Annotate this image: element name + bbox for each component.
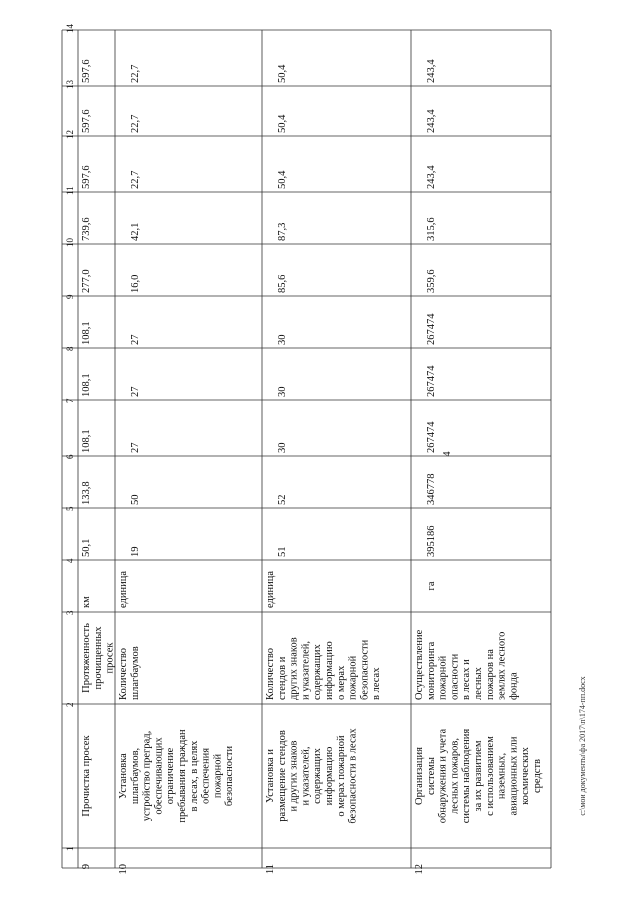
row-value: 19 — [130, 546, 141, 557]
row-indicator-line: о мерах — [335, 665, 347, 700]
row-value: 16,0 — [130, 274, 141, 293]
row-name-line: содержащих — [312, 748, 324, 804]
row-value: 267474 — [426, 313, 437, 345]
column-number: 3 — [65, 610, 75, 615]
row-name-line: о мерах пожарной — [335, 735, 347, 817]
row-name-line: Установка — [118, 753, 129, 799]
row-name-line: размещение стендов — [276, 730, 288, 822]
row-indicator-line: фонда — [508, 672, 520, 700]
row-value: 30 — [277, 386, 288, 397]
row-value: 243,4 — [426, 165, 437, 189]
row-name-line: ограничение — [165, 747, 177, 805]
row-indicator-line: в лесах и — [461, 659, 473, 700]
row-value: 50,4 — [277, 170, 288, 189]
row-number: 12 — [414, 864, 425, 875]
row-value: 739,6 — [81, 217, 92, 241]
row-unit: км — [81, 596, 92, 608]
row-name-line: и указателей, — [300, 746, 312, 806]
row-value: 52 — [277, 494, 288, 505]
row-value: 108,1 — [81, 429, 92, 453]
row-indicator-line: Количество — [265, 647, 276, 700]
row-indicator-line: шлагбаумов — [129, 646, 141, 700]
row-indicator-line: мониторинга — [425, 641, 437, 700]
column-number: 9 — [65, 294, 75, 299]
column-number: 4 — [65, 558, 75, 563]
row-value: 597,6 — [81, 59, 92, 83]
column-number: 11 — [65, 186, 75, 195]
row-value: 108,1 — [81, 373, 92, 397]
row-indicator-line: пожарной — [347, 655, 359, 700]
column-number: 2 — [65, 702, 75, 707]
row-name-line: авиационных или — [508, 736, 520, 816]
row-value: 243,4 — [426, 109, 437, 133]
row-value: 346778 — [426, 473, 437, 505]
row-name-line: информацию — [324, 746, 335, 806]
row-indicator-line: других знаков — [288, 637, 300, 700]
row-indicator-line: прочищенных — [92, 626, 104, 690]
row-name-line: обнаружения и учета — [437, 728, 449, 824]
row-value: 315,6 — [426, 217, 437, 241]
row-indicator-line: опасности — [449, 653, 461, 700]
row-value: 243,4 — [426, 59, 437, 83]
row-name-line: в лесах, в целях — [188, 740, 200, 812]
row-value: 22,7 — [130, 64, 141, 83]
row-name-line: пребывания граждан — [177, 729, 188, 823]
row-name-line: лесных пожаров, — [449, 738, 461, 814]
row-indicator-line: лесных — [473, 667, 484, 700]
row-value: 597,6 — [81, 109, 92, 133]
row-name-line: с использованием — [484, 736, 496, 816]
column-number: 7 — [65, 398, 75, 403]
row-value: 27 — [130, 442, 141, 453]
row-value: 50,4 — [277, 64, 288, 83]
row-value: 30 — [277, 442, 288, 453]
row-value: 27 — [130, 334, 141, 345]
row-name-line: обеспечения — [200, 747, 212, 805]
row-value: 277,0 — [81, 269, 92, 293]
row-value: 50,4 — [277, 114, 288, 133]
row-indicator-line: Протяженность — [81, 623, 92, 693]
row-indicator-line: информацию — [324, 641, 335, 700]
row-value: 50 — [130, 494, 141, 505]
row-indicator-line: пожарной — [437, 655, 449, 700]
row-name-line: безопасности в лесах — [347, 728, 359, 824]
row-indicator-line: содержащих — [312, 644, 324, 700]
row-name-line: наземных, — [496, 752, 508, 800]
row-indicator-line: и указателей, — [300, 640, 312, 700]
row-value: 42,1 — [130, 222, 141, 241]
row-indicator-line: безопасности — [359, 639, 371, 700]
row-name-line: Организация — [414, 747, 425, 805]
row-name-line: космических — [520, 747, 532, 805]
column-number: 6 — [65, 454, 75, 459]
row-unit: га — [426, 581, 437, 591]
column-number: 12 — [65, 130, 75, 139]
row-indicator-line: Количество — [118, 647, 129, 700]
row-value: 395186 — [426, 525, 437, 557]
row-value: 597,6 — [81, 165, 92, 189]
row-value: 85,6 — [277, 274, 288, 293]
row-name-line: Прочистка просек — [81, 735, 92, 817]
row-indicator-line: стендов и — [276, 656, 288, 700]
row-indicator-line: в лесах — [371, 667, 383, 700]
row-number: 11 — [265, 864, 276, 875]
row-value: 51 — [277, 546, 288, 557]
row-name-line: системы — [425, 757, 437, 795]
row-indicator-line: просек — [104, 642, 116, 674]
column-number: 1 — [65, 846, 75, 851]
row-name-line: и других знаков — [288, 740, 300, 812]
column-number: 10 — [65, 238, 75, 247]
row-value: 87,3 — [277, 222, 288, 241]
row-value: 22,7 — [130, 114, 141, 133]
row-name-line: за их развитием — [473, 740, 484, 812]
row-name-line: шлагбаумов, — [129, 747, 141, 805]
row-indicator-line: пожаров на — [484, 649, 496, 700]
row-value: 359,6 — [426, 269, 437, 293]
row-value: 267474 — [426, 421, 437, 453]
row-value: 267474 — [426, 365, 437, 397]
row-name-line: системы наблюдения — [461, 728, 473, 824]
row-value: 133,8 — [81, 481, 92, 505]
row-value: 50,1 — [81, 538, 92, 557]
row-name-line: устройство преград, — [141, 730, 153, 822]
row-number: 10 — [118, 864, 129, 875]
row-unit: единица — [265, 570, 276, 608]
row-indicator-line: землях лесного — [496, 631, 508, 700]
row-number: 9 — [81, 864, 92, 870]
column-number: 14 — [65, 24, 75, 33]
row-indicator-line: Осуществление — [414, 629, 425, 700]
row-name-line: безопасности — [224, 745, 236, 807]
row-value: 22,7 — [130, 170, 141, 189]
row-value: 27 — [130, 386, 141, 397]
page-number: 4 — [442, 451, 453, 457]
row-name-line: обеспечивающих — [153, 737, 165, 815]
row-name-line: пожарной — [212, 753, 224, 799]
row-value: 108,1 — [81, 321, 92, 345]
column-number: 8 — [65, 346, 75, 351]
column-number: 5 — [65, 506, 75, 511]
column-number: 13 — [65, 80, 75, 89]
row-name-line: Установка и — [265, 749, 276, 803]
row-value: 30 — [277, 334, 288, 345]
row-unit: единица — [118, 570, 129, 608]
footer-file-path: c:\мои документы\фа 2017\п\174-пп.docx — [578, 676, 587, 816]
row-name-line: средств — [532, 759, 543, 793]
